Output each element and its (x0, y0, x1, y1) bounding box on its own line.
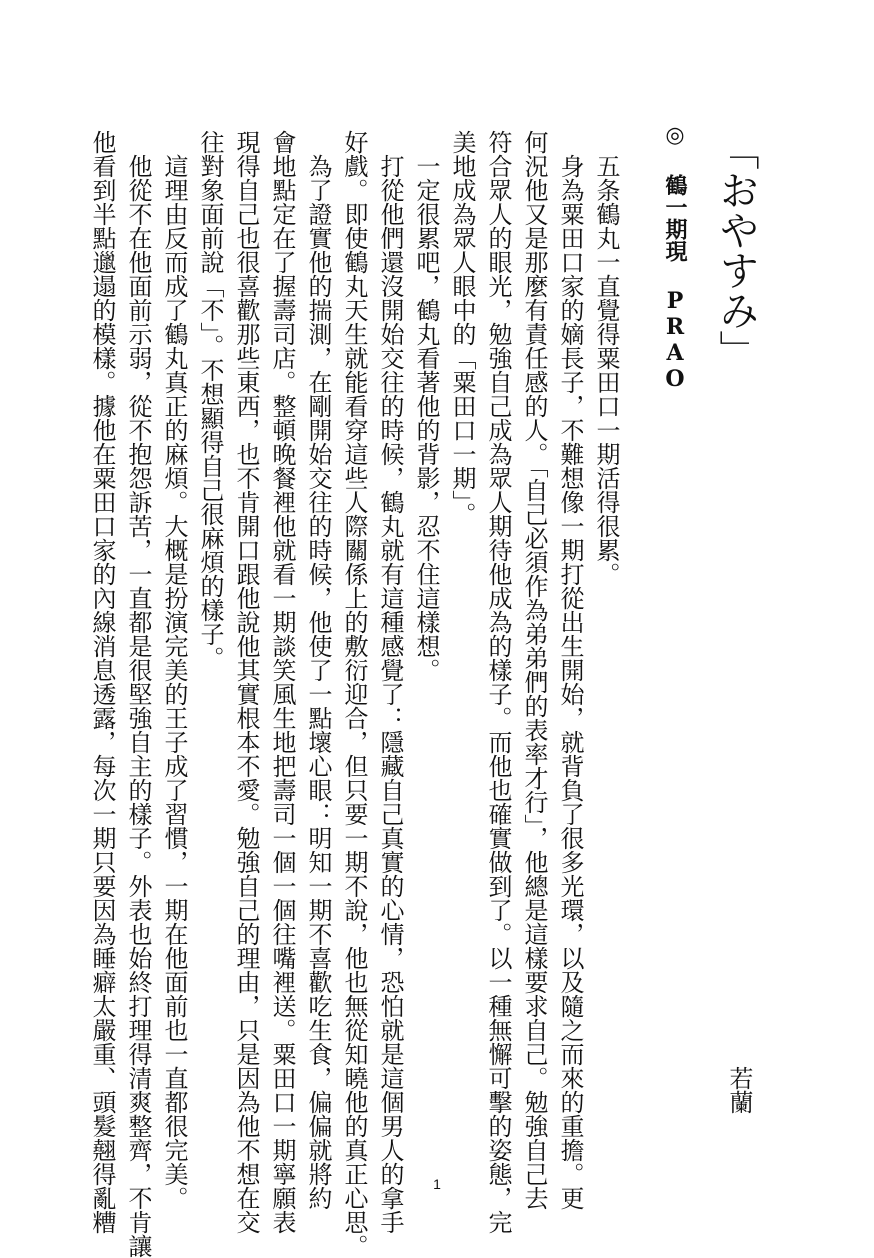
text-column-7: 打從他們還沒開始交往的時候，鶴丸就有這種感覺了：隱藏自己真實的心情，恐怕就是這個男人的拿手 (376, 130, 404, 1234)
text-column-10: 會地點定在了握壽司店。整頓晚餐裡他就看一期談笑風生地把壽司一個一個往嘴裡送。粟田口一期寧願表 (268, 130, 296, 1234)
author-name: 若蘭 (725, 1066, 753, 1114)
page-number: 1 (433, 1176, 441, 1192)
story-title: 「おやすみ」 (713, 130, 759, 370)
text-column-1: 五条鶴丸一直覺得粟田口一期活得很累。 (592, 130, 620, 586)
text-column-5: 美地成為眾人眼中的「粟田口一期」。 (448, 130, 476, 526)
text-column-15: 他看到半點邋遢的模樣。據他在粟田口家的內線消息透露，每次一期只要因為睡癖太嚴重、頭髮翹得亂糟 (88, 130, 116, 1234)
text-column-9: 為了證實他的揣測，在剛開始交往的時候，他使了一點壞心眼：明知一期不喜歡吃生食，偏偏就將約 (304, 130, 332, 1210)
text-column-12: 往對象面前說「不」。不想顯得自己很麻煩的樣子。 (196, 130, 224, 670)
text-column-4: 符合眾人的眼光，勉強自己成為眾人期待他成為的樣子。而他也確實做到了。以一種無懈可擊的姿態，完 (484, 130, 512, 1234)
text-column-14: 他從不在他面前示弱，從不抱怨訴苦，一直都是很堅強自主的樣子。外表也始終打理得清爽整齊，不肯讓 (124, 130, 152, 1258)
story-subtitle: ◎ 鶴一期現 PRAO (662, 122, 688, 392)
text-column-11: 現得自己也很喜歡那些東西，也不肯開口跟他說他其實根本不愛。勉強自己的理由，只是因為他不想在交 (232, 130, 260, 1234)
text-column-3: 何況他又是那麼有責任感的人。「自己必須作為弟弟們的表率才行」，他總是這樣要求自己。勉強自己去 (520, 130, 548, 1210)
text-column-6: 一定很累吧，鶴丸看著他的背影，忍不住這樣想。 (412, 130, 440, 682)
text-column-8: 好戲。即使鶴丸天生就能看穿這些人際關係上的敷衍迎合，但只要一期不說，他也無從知曉他的真正心思。 (340, 130, 368, 1258)
text-column-13: 這理由反而成了鶴丸真正的麻煩。大概是扮演完美的王子成了習慣，一期在他面前也一直都很完美。 (160, 130, 188, 1210)
text-column-2: 身為粟田口家的嫡長子，不難想像一期打從出生開始，就背負了很多光環，以及隨之而來的重擔。更 (556, 130, 584, 1210)
